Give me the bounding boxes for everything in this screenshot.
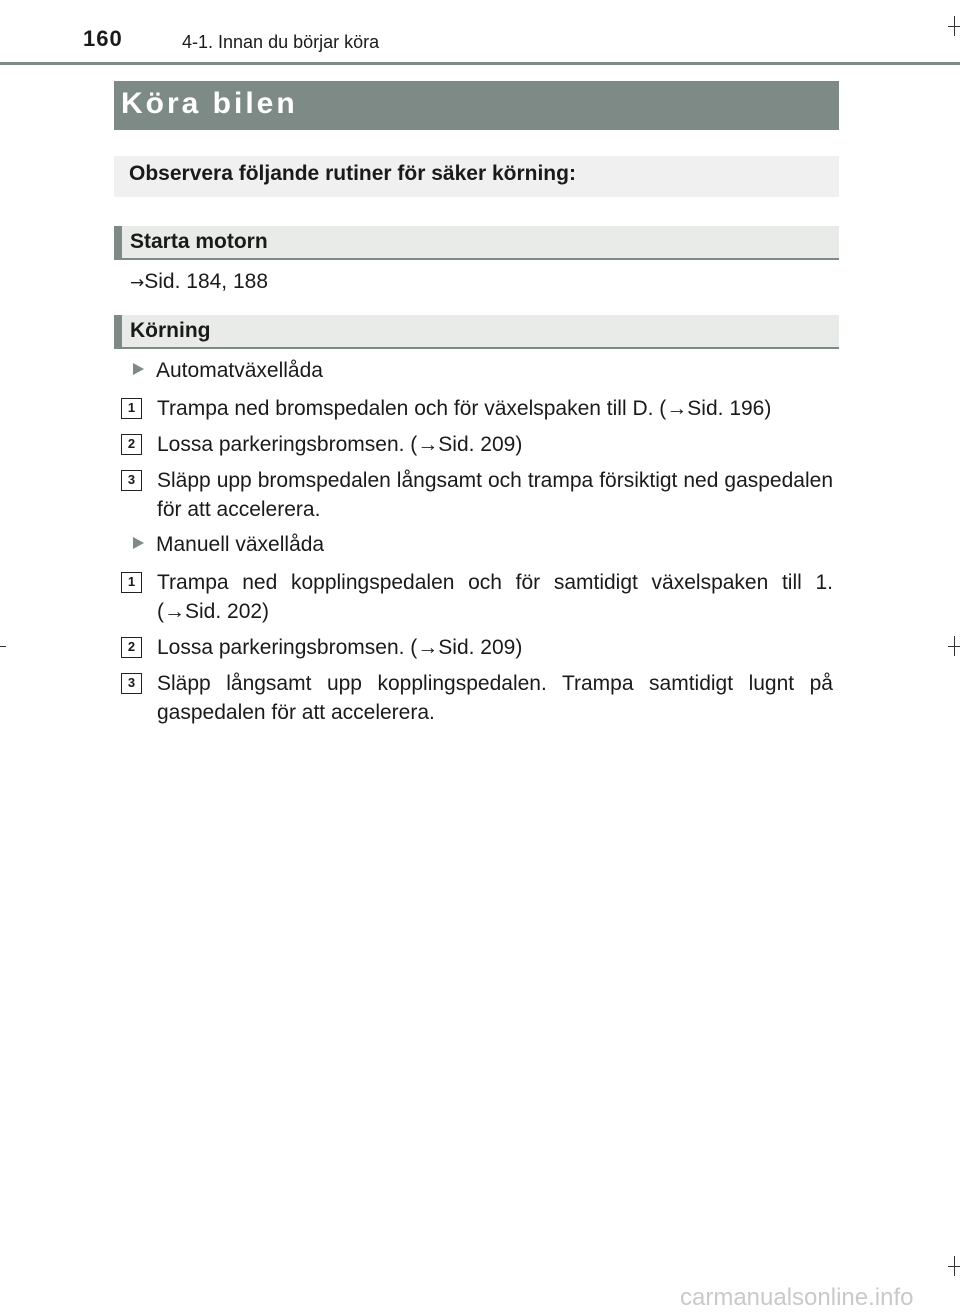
step-text: Släpp upp bromspedalen långsamt och trampa försiktigt ned gaspedalen för att accelerera. <box>157 469 833 521</box>
step-text: Trampa ned kopplingspedalen och för samtidigt växelspaken till 1. (→Sid. 202) <box>157 571 833 623</box>
step-number: 3 <box>121 470 142 491</box>
step-number: 2 <box>121 434 142 455</box>
step-number: 2 <box>121 637 142 658</box>
header-rule <box>0 62 960 65</box>
subheading-automatic <box>133 359 323 383</box>
step-item <box>121 394 833 423</box>
subheading-label: Manuell växellåda <box>156 533 325 556</box>
crop-mark <box>954 1256 955 1276</box>
step-item <box>121 466 833 524</box>
step-text: Släpp långsamt upp kopplingspedalen. Trampa samtidigt lugnt på gaspedalen för att accelerera. <box>157 672 833 724</box>
step-number: 3 <box>121 673 142 694</box>
reference-text: Sid. 184, 188 <box>144 270 269 293</box>
subheading-label: Automatväxellåda <box>156 359 323 382</box>
step-text: Trampa ned bromspedalen och för växelspaken till D. (→Sid. 196) <box>157 397 772 420</box>
subheading-manual <box>133 533 324 557</box>
crop-mark <box>0 646 6 647</box>
step-item <box>121 669 833 727</box>
watermark: carmanualsonline.info <box>680 1284 914 1311</box>
section-heading-start-engine: Starta motorn <box>114 226 839 260</box>
crop-mark <box>954 636 955 656</box>
triangle-bullet-icon <box>133 537 144 549</box>
arrow-right-icon: → <box>130 273 145 293</box>
step-number: 1 <box>121 572 142 593</box>
section-heading-driving: Körning <box>114 315 839 349</box>
triangle-bullet-icon <box>133 363 144 375</box>
observe-note: Observera följande rutiner för säker körning: <box>114 156 839 197</box>
chapter-title: 4-1. Innan du börjar köra <box>182 32 380 52</box>
crop-mark <box>954 16 955 36</box>
page-number: 160 <box>83 26 123 51</box>
step-item <box>121 633 833 662</box>
step-item <box>121 430 833 459</box>
start-reference[interactable] <box>130 270 268 294</box>
step-text: Lossa parkeringsbromsen. (→Sid. 209) <box>157 636 523 659</box>
step-number: 1 <box>121 398 142 419</box>
step-text: Lossa parkeringsbromsen. (→Sid. 209) <box>157 433 523 456</box>
step-item <box>121 568 833 626</box>
page-title: Köra bilen <box>114 81 839 130</box>
